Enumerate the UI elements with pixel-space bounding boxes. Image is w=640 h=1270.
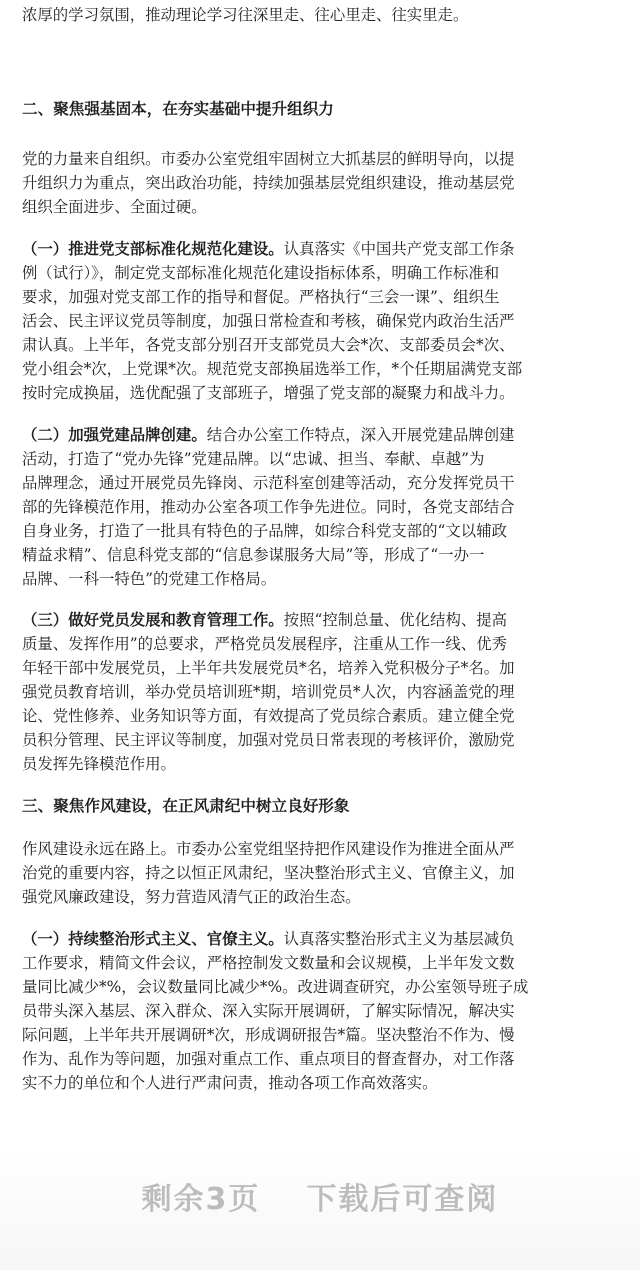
paragraph-line: 员带头深入基层、深入群众、深入实际开展调研，了解实际情况，解决实 bbox=[22, 1002, 515, 1020]
paragraph-line: 精益求精”、信息科党支部的“信息参谋服务大局”等，形成了“一办一 bbox=[22, 546, 485, 564]
paragraph-line: 党小组会*次，上党课*次。规范党支部换届选举工作，*个任期届满党支部 bbox=[22, 360, 523, 378]
subsection-heading: 推进党支部标准化规范化建设。 bbox=[68, 240, 284, 258]
subsection-heading: 加强党建品牌创建。 bbox=[68, 426, 207, 444]
paragraph-line: 强党风廉政建设，努力营造风清气正的政治生态。 bbox=[22, 888, 361, 906]
paragraph-line: 组织全面进步、全面过硬。 bbox=[22, 198, 207, 216]
paragraph-line: 年轻干部中发展党员，上半年共发展党员*名，培养入党积极分子*名。加 bbox=[22, 659, 515, 677]
paragraph-line: 实不力的单位和个人进行严肃问责，推动各项工作高效落实。 bbox=[22, 1074, 438, 1092]
paragraph-line: 强党员教育培训，举办党员培训班*期，培训党员*人次，内容涵盖党的理 bbox=[22, 683, 515, 701]
paragraph-line: 例（试行）》，制定党支部标准化规范化建设指标体系，明确工作标准和 bbox=[22, 264, 500, 282]
paragraph-line: 治党的重要内容，持之以恒正风肃纪，坚决整治形式主义、官僚主义，加 bbox=[22, 864, 515, 882]
subsection-prefix: （一） bbox=[22, 240, 69, 258]
paragraph-line: 部的先锋模范作用，推动办公室各项工作争先进位。同时，各党支部结合 bbox=[22, 498, 515, 516]
subsection-text: 结合办公室工作特点，深入开展党建品牌创建 bbox=[206, 426, 515, 444]
paragraph-line: 作为、乱作为等问题，加强对重点工作、重点项目的督查督办，对工作落 bbox=[22, 1050, 515, 1068]
paragraph-line: 党的力量来自组织。市委办公室党组牢固树立大抓基层的鲜明导向，以提 bbox=[22, 150, 515, 168]
section-heading-2: 二、聚焦强基固本，在夯实基础中提升组织力 bbox=[22, 99, 334, 118]
download-prompt-footer[interactable] bbox=[0, 1150, 640, 1270]
paragraph-line: 际问题，上半年共开展调研*次，形成调研报告*篇。坚决整治不作为、慢 bbox=[22, 1026, 515, 1044]
paragraph-line: 要求，加强对党支部工作的指导和督促。严格执行“三会一课”、组织生 bbox=[22, 288, 500, 306]
paragraph-line: 肃认真。上半年，各党支部分别召开支部党员大会*次、支部委员会*次、 bbox=[22, 336, 515, 354]
remaining-pages-label: 剩余3页 bbox=[141, 1182, 261, 1217]
paragraph-line: 员发挥先锋模范作用。 bbox=[22, 755, 176, 773]
subsection-text: 按照“控制总量、优化结构、提高 bbox=[283, 611, 508, 629]
paragraph-line: 自身业务，打造了一批具有特色的子品牌，如综合科党支部的“文以辅政 bbox=[22, 522, 507, 540]
subsection-heading: 做好党员发展和教育管理工作。 bbox=[68, 611, 284, 629]
subsection-line bbox=[22, 928, 515, 950]
paragraph-line: 活会、民主评议党员等制度，加强日常检查和考核，确保党内政治生活严 bbox=[22, 312, 515, 330]
paragraph-line: 作风建设永远在路上。市委办公室党组坚持把作风建设作为推进全面从严 bbox=[22, 840, 515, 858]
paragraph-line: 质量、发挥作用”的总要求，严格党员发展程序，注重从工作一线、优秀 bbox=[22, 635, 507, 653]
paragraph-line: 活动，打造了“党办先锋”党建品牌。以“忠诚、担当、奉献、卓越”为 bbox=[22, 450, 485, 468]
paragraph-line: 品牌理念，通过开展党员先锋岗、示范科室创建等活动，充分发挥党员干 bbox=[22, 474, 515, 492]
download-prompt[interactable] bbox=[0, 1174, 640, 1218]
subsection-line bbox=[22, 238, 515, 260]
subsection-text: 认真落实整治形式主义为基层减负 bbox=[283, 930, 515, 948]
paragraph-line: 员积分管理、民主评议等制度，加强对党员日常表现的考核评价，激励党 bbox=[22, 731, 515, 749]
subsection-text: 认真落实《中国共产党支部工作条 bbox=[283, 240, 515, 258]
subsection-prefix: （一） bbox=[22, 930, 69, 948]
paragraph-line: 论、党性修养、业务知识等方面，有效提高了党员综合素质。建立健全党 bbox=[22, 707, 515, 725]
paragraph-line: 品牌、一科一特色”的党建工作格局。 bbox=[22, 570, 277, 588]
paragraph-line: 升组织力为重点，突出政治功能，持续加强基层党组织建设，推动基层党 bbox=[22, 174, 515, 192]
paragraph-line: 量同比减少*%，会议数量同比减少*%。改进调查研究，办公室领导班子成 bbox=[22, 978, 529, 996]
paragraph-line: 浓厚的学习氛围，推动理论学习往深里走、往心里走、往实里走。 bbox=[22, 6, 469, 24]
paragraph-line: 按时完成换届，选优配强了支部班子，增强了党支部的凝聚力和战斗力。 bbox=[22, 384, 515, 402]
subsection-prefix: （二） bbox=[22, 426, 69, 444]
download-to-view-label: 下载后可查阅 bbox=[306, 1182, 499, 1217]
section-heading-3: 三、聚焦作风建设，在正风肃纪中树立良好形象 bbox=[22, 796, 350, 815]
paragraph-line: 工作要求，精简文件会议，严格控制发文数量和会议规模，上半年发文数 bbox=[22, 954, 515, 972]
subsection-line bbox=[22, 609, 507, 631]
subsection-prefix: （三） bbox=[22, 611, 69, 629]
subsection-line bbox=[22, 424, 515, 446]
subsection-heading: 持续整治形式主义、官僚主义。 bbox=[68, 930, 284, 948]
